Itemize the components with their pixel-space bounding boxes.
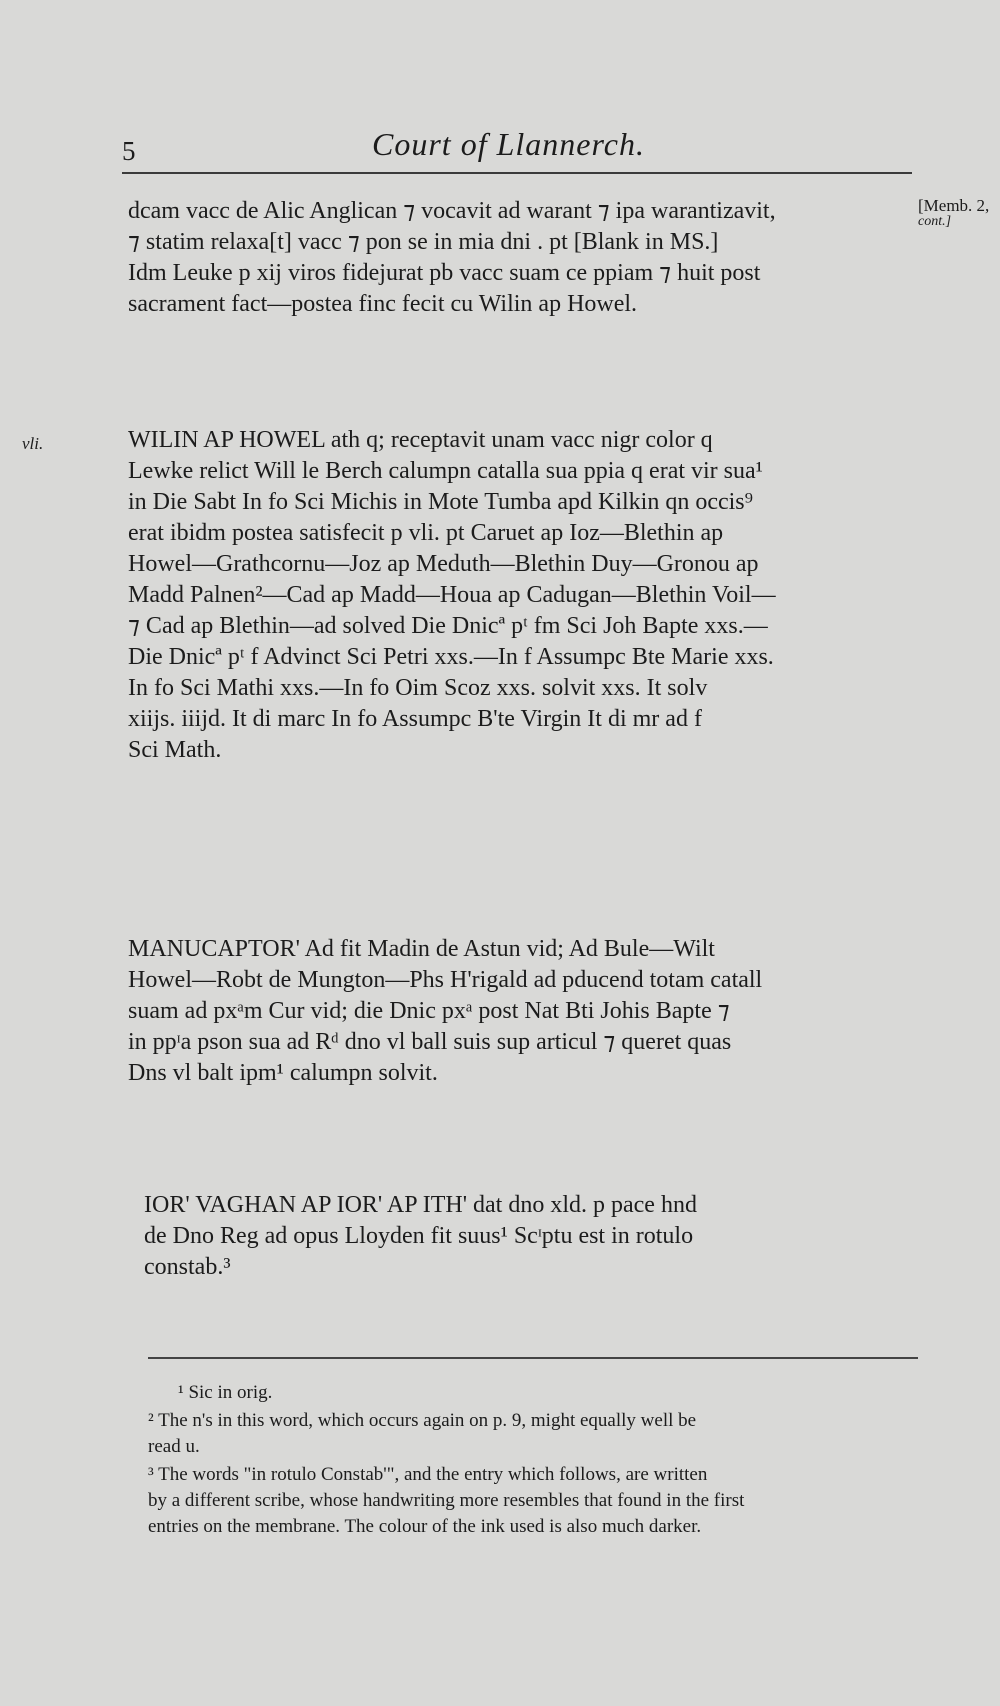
text-line: IOR' VAGHAN AP IOR' AP ITH' dat dno xld. p pace hnd xyxy=(144,1192,697,1218)
footnote-line: entries on the membrane. The colour of the ink used is also much darker. xyxy=(148,1516,702,1537)
margin-note-vli: vli. xyxy=(22,434,44,453)
text-line: Sci Math. xyxy=(128,737,222,763)
text-line: Dns vl balt ipm¹ calumpn solvit. xyxy=(128,1060,438,1086)
text-line: WILIN AP HOWEL ath q; receptavit unam vacc nigr color q xyxy=(128,427,713,453)
text-line: dcam vacc de Alic Anglican ⁊ vocavit ad warant ⁊ ipa warantizavit, xyxy=(128,198,776,224)
text-line: de Dno Reg ad opus Lloyden fit suus¹ Scᶦptu est in rotulo xyxy=(144,1223,694,1249)
text-line: MANUCAPTOR' Ad fit Madin de Astun vid; Ad Bule—Wilt xyxy=(128,936,715,962)
footnote-3 xyxy=(148,1462,744,1540)
footnote-2 xyxy=(148,1408,696,1460)
page-header xyxy=(122,118,912,168)
text-line: sacrament fact—postea finc fecit cu Wilin ap Howel. xyxy=(128,291,638,317)
running-title: Court of Llannerch. xyxy=(372,126,645,162)
text-line: xiijs. iiijd. It di marc In fo Assumpc B'te Virgin It di mr ad f xyxy=(128,706,702,732)
text-line: in ppᶦa pson sua ad Rᵈ dno vl ball suis sup articul ⁊ queret quas xyxy=(128,1029,732,1055)
entry-paragraph-wilin xyxy=(128,425,776,766)
margin-note-membrane xyxy=(918,198,989,230)
text-line: constab.³ xyxy=(144,1254,231,1280)
footnote-line: by a different scribe, whose handwriting more resembles that found in the first xyxy=(148,1490,745,1511)
margin-note-cont: cont.] xyxy=(918,214,952,229)
text-line: suam ad pxᵃm Cur vid; die Dnic pxᵃ post Nat Bti Johis Bapte ⁊ xyxy=(128,998,730,1024)
text-line: Die Dnicª pᵗ f Advinct Sci Petri xxs.—In f Assumpc Bte Marie xxs. xyxy=(128,644,774,670)
footnote-line: read u. xyxy=(148,1436,200,1457)
text-line: erat ibidm postea satisfecit p vli. pt Caruet ap Ioz—Blethin ap xyxy=(128,520,724,546)
text-line: In fo Sci Mathi xxs.—In fo Oim Scoz xxs. solvit xxs. It solv xyxy=(128,675,708,701)
text-line: in Die Sabt In fo Sci Michis in Mote Tumba apd Kilkin qn occis⁹ xyxy=(128,489,754,515)
text-line: ⁊ Cad ap Blethin—ad solved Die Dnicª pᵗ fm Sci Joh Bapte xxs.— xyxy=(128,613,768,639)
text-line: Howel—Grathcornu—Joz ap Meduth—Blethin Duy—Gronou ap xyxy=(128,551,759,577)
entry-paragraph-manucaptor xyxy=(128,934,762,1089)
text-line: Madd Palnen²—Cad ap Madd—Houa ap Cadugan—Blethin Voil— xyxy=(128,582,776,608)
text-line: Howel—Robt de Mungton—Phs H'rigald ad pducend totam catall xyxy=(128,967,763,993)
entry-paragraph-ior xyxy=(144,1190,697,1283)
text-line: ⁊ statim relaxa[t] vacc ⁊ pon se in mia dni . pt [Blank in MS.] xyxy=(128,229,719,255)
footnote-1: ¹ Sic in orig. xyxy=(178,1382,273,1403)
header-rule xyxy=(122,172,912,174)
margin-note-memb: [Memb. 2, xyxy=(918,196,990,215)
page-number: 5 xyxy=(122,136,136,166)
entry-paragraph-1 xyxy=(128,196,776,320)
text-line: Idm Leuke p xij viros fidejurat pb vacc suam ce ppiam ⁊ huit post xyxy=(128,260,761,286)
text-line: Lewke relict Will le Berch calumpn catalla sua ppia q erat vir sua¹ xyxy=(128,458,763,484)
footnote-line: ² The n's in this word, which occurs again on p. 9, might equally well be xyxy=(148,1410,697,1431)
footnote-rule xyxy=(148,1357,918,1359)
footnote-line: ³ The words "in rotulo Constab'", and the entry which follows, are written xyxy=(148,1464,708,1485)
